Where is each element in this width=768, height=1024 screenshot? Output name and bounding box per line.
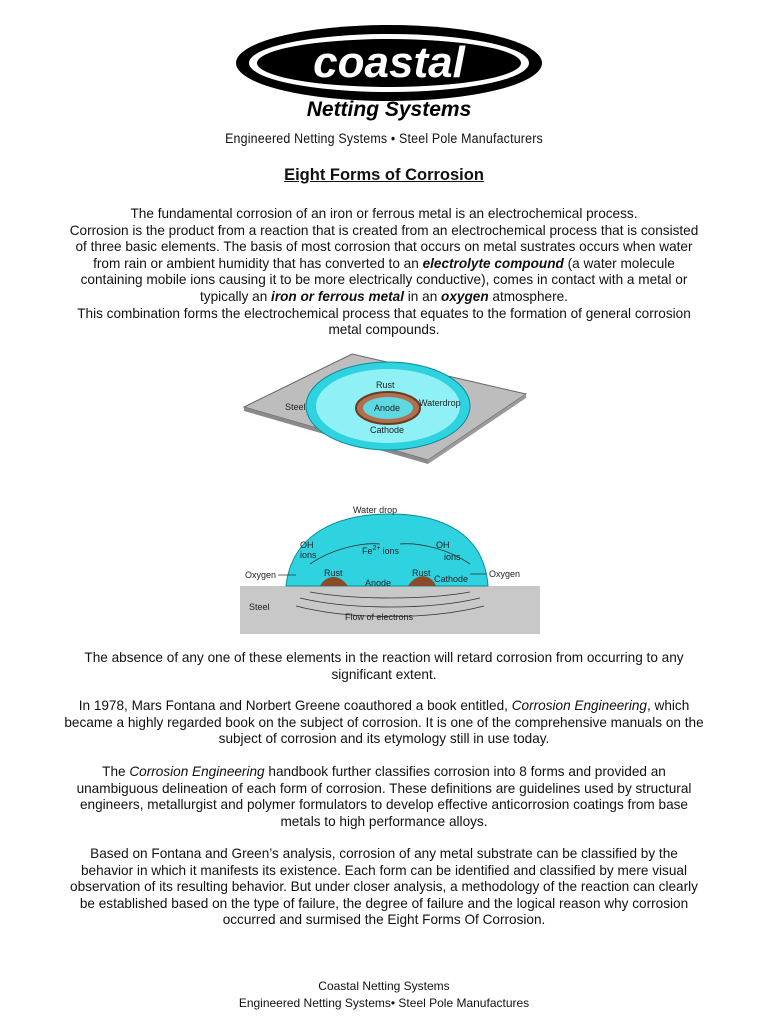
analysis-text: Based on Fontana and Green’s analysis, corrosion of any metal substrate can be classified by the behavior in which it manifests its existence. Each form can be identified and classified by mere visual observation of its resulting behavior. But under closer analysis, a methodology of the reaction can clearly be established based on the type of failure, the degree of failure and the logical reason why corrosion occurred and surmised the Eight Forms Of Corrosion.	[70, 846, 698, 928]
coastal-logo	[234, 22, 544, 122]
fig2-oxygen-left: Oxygen	[245, 570, 277, 580]
footer-line-2: Engineered Netting Systems• Steel Pole Manufactures	[238, 996, 530, 1010]
emphasis-electrolyte: electrolyte compound	[422, 255, 564, 271]
emphasis-oxygen: oxygen	[441, 288, 489, 304]
coastal-logo-graphic	[234, 22, 544, 122]
footer-line-1: Coastal Netting Systems	[318, 979, 450, 993]
fontana-text: In 1978, Mars Fontana and Norbert Greene coauthored a book entitled, Corrosion Engineering, which became a highly regarded book on the subject of corrosion. It is one of the comprehensive manuals on the subject of corrosion and its etymology still in use today.	[64, 698, 704, 747]
fig1-steel-label: Steel	[285, 402, 306, 412]
intro-line-1: The fundamental corrosion of an iron or ferrous metal is an electrochemical process.	[130, 206, 638, 221]
fig2-ions-right: ions	[444, 552, 461, 562]
fig2-cathode-label: Cathode	[434, 574, 469, 584]
fig1-waterdrop-label: Waterdrop	[419, 398, 461, 408]
handbook-text: The Corrosion Engineering handbook further classifies corrosion into 8 forms and provided an unambiguous delineation of each form of corrosion. These definitions are guidelines used by structural engineers, metallurgist and polymer formulators to develop effective anticorrosion coatings from base metals to high performance alloys.	[76, 764, 692, 829]
fig2-flow-label: Flow of electrons	[345, 612, 414, 622]
page-title: Eight Forms of Corrosion	[284, 166, 484, 184]
fontana-paragraph	[64, 698, 704, 748]
fig1-rust-label: Rust	[376, 380, 395, 390]
intro-line-3: This combination forms the electrochemical process that equates to the formation of general corrosion metal compounds.	[77, 305, 691, 338]
emphasis-ferrous: iron or ferrous metal	[271, 288, 404, 304]
handbook-paragraph	[64, 764, 704, 830]
page-footer	[0, 978, 768, 1012]
fig2-steel-label: Steel	[249, 602, 270, 612]
absence-text: The absence of any one of these elements in the reaction will retard corrosion from occurring to any significant extent.	[84, 650, 684, 682]
fig1-cathode-label: Cathode	[370, 425, 405, 435]
absence-paragraph	[64, 650, 704, 683]
fig2-rust-left: Rust	[324, 568, 343, 578]
logo-word: coastal	[313, 38, 465, 87]
intro-line-2: Corrosion is the product from a reaction that is created from an electrochemical process that is consisted of three basic elements. The basis of most corrosion that occurs on metal sustrates occurs when water from rain or ambient humidity that has converted to an electrolyte compound (a water molecule containing mobile ions causing it to be more electrically conductive), comes in contact with a metal or typically an iron or ferrous metal in an oxygen atmosphere.	[69, 222, 699, 304]
book-title: Corrosion Engineering	[511, 698, 647, 713]
logo-subtitle: Netting Systems	[306, 98, 472, 121]
corrosion-diagram-cross-section	[240, 502, 540, 641]
fig2-oh-right: OH	[436, 540, 450, 550]
handbook-title: Corrosion Engineering	[129, 764, 265, 779]
tagline: Engineered Netting Systems • Steel Pole Manufacturers	[225, 131, 543, 146]
fig1-anode-label: Anode	[374, 403, 401, 413]
intro-paragraph	[64, 206, 704, 339]
fig2-rust-right: Rust	[412, 568, 431, 578]
analysis-paragraph	[64, 846, 704, 929]
fig2-waterdrop-label: Water drop	[353, 505, 398, 515]
fig2-fe: $Fe^{2+}$ ions	[362, 545, 400, 556]
fig2-ions-left: ions	[300, 550, 317, 560]
fig2-oxygen-right: Oxygen	[489, 569, 521, 579]
corrosion-diagram-top-view	[242, 352, 528, 469]
fig2-oh-left: OH	[300, 540, 314, 550]
fig2-anode-label: Anode	[365, 578, 392, 588]
